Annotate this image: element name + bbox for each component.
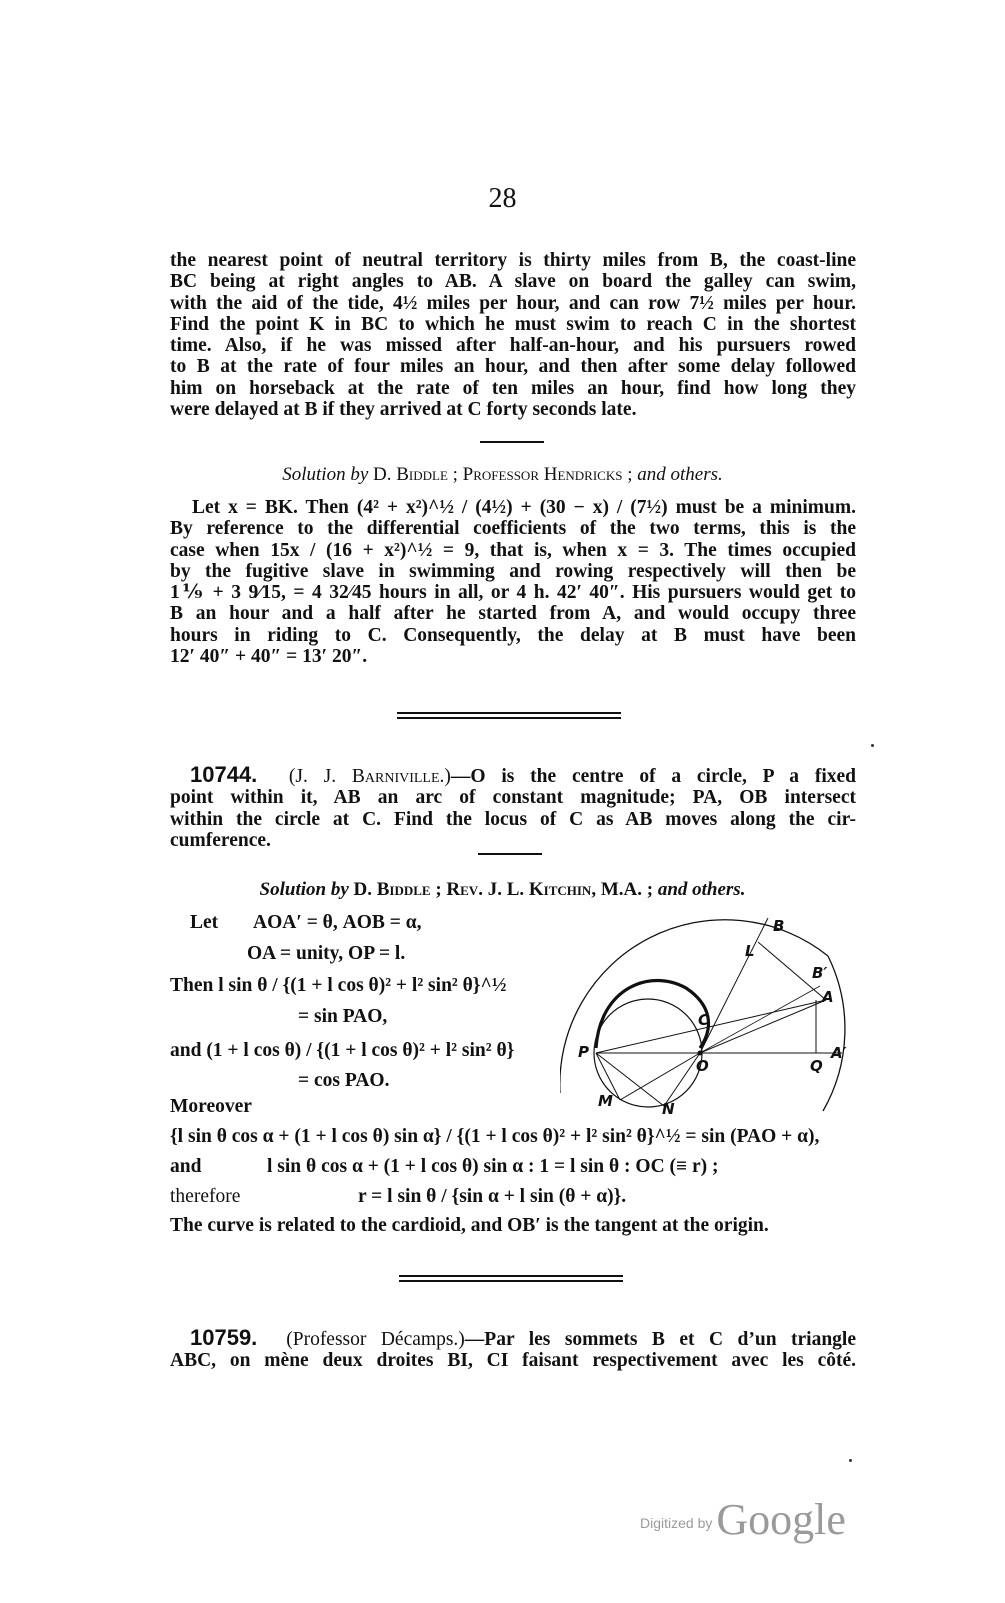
line-OB-prime bbox=[700, 986, 820, 1053]
text-line: within the circle at C. Find the locus of C as AB moves along the cir- bbox=[170, 808, 856, 830]
solution-suffix: and others. bbox=[657, 879, 746, 900]
line-PA bbox=[596, 1000, 826, 1053]
section-divider bbox=[397, 712, 621, 719]
text-line: B an hour and a half after he started from A, and would occupy three bbox=[170, 603, 856, 625]
text-line: 1⅑ + 3 9⁄15, = 4 32⁄45 hours in all, or 4 h. 42′ 40″. His pursuers would get to bbox=[170, 582, 856, 604]
text-line: cumference. bbox=[170, 829, 271, 851]
and-label: and bbox=[170, 1156, 202, 1177]
label-A: A bbox=[822, 988, 834, 1006]
text-line: BC being at right angles to AB. A slave on board the galley can swim, bbox=[170, 271, 856, 293]
problem-continuation bbox=[170, 250, 856, 420]
watermark-prefix: Digitized by bbox=[640, 1515, 713, 1531]
point-O bbox=[698, 1051, 703, 1056]
label-B: B bbox=[773, 917, 785, 935]
solution-authors: D. Biddle ; Rev. J. L. Kitchin, M.A. ; bbox=[353, 879, 654, 900]
problem-proposer: (Professor Décamps.) bbox=[286, 1329, 465, 1350]
scan-speck bbox=[849, 1459, 852, 1462]
solution-suffix: and others. bbox=[637, 464, 723, 485]
label-O: O bbox=[696, 1057, 709, 1075]
equation-then-1: Then l sin θ / {(1 + l cos θ)² + l² sin² θ}^½ bbox=[170, 975, 507, 996]
text-line: —O is the centre of a circle, P a fixed bbox=[450, 766, 856, 787]
let-label: Let bbox=[190, 912, 219, 933]
short-divider bbox=[478, 853, 542, 855]
label-A-prime: A′ bbox=[831, 1044, 847, 1062]
page-number: 28 bbox=[488, 183, 517, 214]
problem-10759 bbox=[170, 1327, 856, 1372]
text-line: 12′ 40″ + 40″ = 13′ 20″. bbox=[170, 646, 368, 668]
text-line: with the aid of the tide, 4½ miles per hour, and can row 7½ miles per hour. bbox=[170, 292, 856, 314]
solution-heading bbox=[0, 464, 1005, 486]
text-line: the nearest point of neutral territory is thirty miles from B, the coast-line bbox=[170, 250, 856, 271]
scan-speck bbox=[871, 744, 874, 747]
problem-proposer: (J. J. Barniville.) bbox=[288, 766, 451, 787]
problem-first-line bbox=[170, 1327, 856, 1350]
label-B-prime: B′ bbox=[812, 964, 828, 982]
text-line: case when 15x / (16 + x²)^½ = 9, that is, when x = 3. The times occupied bbox=[170, 539, 856, 561]
solution-prefix: Solution by bbox=[259, 879, 349, 900]
line-OA bbox=[700, 1000, 826, 1053]
label-M: M bbox=[598, 1092, 613, 1110]
text-line: Let x = BK. Then (4² + x²)^½ / (4½) + (30 − x) / (7½) must be a minimum. bbox=[192, 497, 856, 518]
problem-number: 10744. bbox=[190, 762, 258, 787]
text-line: point within it, AB an arc of constant magnitude; PA, OB intersect bbox=[170, 787, 856, 809]
label-Q: Q bbox=[810, 1057, 823, 1075]
solution-prefix: Solution by bbox=[282, 464, 369, 485]
section-divider bbox=[399, 1275, 623, 1282]
equation-let-2: OA = unity, OP = l. bbox=[247, 943, 406, 964]
label-L: L bbox=[745, 942, 755, 960]
text-line: By reference to the differential coefficients of the two terms, this is the bbox=[170, 518, 856, 540]
problem-10744 bbox=[170, 764, 856, 851]
solution-authors: D. Biddle ; Professor Hendricks ; bbox=[373, 464, 633, 485]
text-line: time. Also, if he was missed after half-an-hour, and his pursuers rowed bbox=[170, 335, 856, 357]
text-line: were delayed at B if they arrived at C forty seconds late. bbox=[170, 399, 637, 421]
digitized-watermark bbox=[640, 1494, 846, 1545]
solution-heading bbox=[0, 879, 1005, 901]
text-line: by the fugitive slave in swimming and rowing respectively will then be bbox=[170, 560, 856, 582]
text-line: Find the point K in BC to which he must swim to reach C in the shortest bbox=[170, 313, 856, 335]
label-N: N bbox=[662, 1100, 675, 1118]
line-OB bbox=[700, 918, 768, 1053]
text-line: hours in riding to C. Consequently, the delay at B must have been bbox=[170, 624, 856, 646]
google-logo: Google bbox=[716, 1495, 846, 1544]
text-line: ABC, on mène deux droites BI, CI faisant respectivement avec les côté. bbox=[170, 1350, 856, 1372]
equation-let-1: AOA′ = θ, AOB = α, bbox=[253, 912, 422, 933]
text-line: to B at the rate of four miles an hour, and then after some delay followed bbox=[170, 356, 856, 378]
short-divider bbox=[480, 441, 544, 443]
equation-and: l sin θ cos α + (1 + l cos θ) sin α : 1 = l sin θ : OC (≡ r) ; bbox=[267, 1156, 719, 1177]
problem-first-line bbox=[170, 764, 856, 787]
label-P: P bbox=[578, 1043, 589, 1061]
equation-moreover: {l sin θ cos α + (1 + l cos θ) sin α} / {(1 + l cos θ)² + l² sin² θ}^½ = sin (PAO + α), bbox=[170, 1126, 820, 1147]
text-line: him on horseback at the rate of ten miles an hour, find how long they bbox=[170, 377, 856, 399]
equation-and-1: and (1 + l cos θ) / {(1 + l cos θ)² + l² sin² θ} bbox=[170, 1040, 515, 1061]
locus-curve bbox=[596, 981, 708, 1049]
equation-and-2: = cos PAO. bbox=[298, 1070, 390, 1091]
moreover-label: Moreover bbox=[170, 1096, 252, 1117]
geometry-diagram bbox=[560, 908, 860, 1118]
conclusion: The curve is related to the cardioid, and OB′ is the tangent at the origin. bbox=[170, 1215, 769, 1236]
line-OM bbox=[620, 1053, 700, 1100]
equation-therefore: r = l sin θ / {sin α + l sin (θ + α)}. bbox=[358, 1186, 627, 1207]
therefore-label: therefore bbox=[170, 1186, 241, 1207]
solution-body bbox=[170, 497, 856, 667]
problem-number: 10759. bbox=[190, 1325, 258, 1350]
text-line: —Par les sommets B et C d’un triangle bbox=[464, 1329, 856, 1350]
label-C: C bbox=[698, 1011, 710, 1029]
outer-circle-arc bbox=[560, 920, 828, 1093]
equation-then-2: = sin PAO, bbox=[298, 1006, 388, 1027]
